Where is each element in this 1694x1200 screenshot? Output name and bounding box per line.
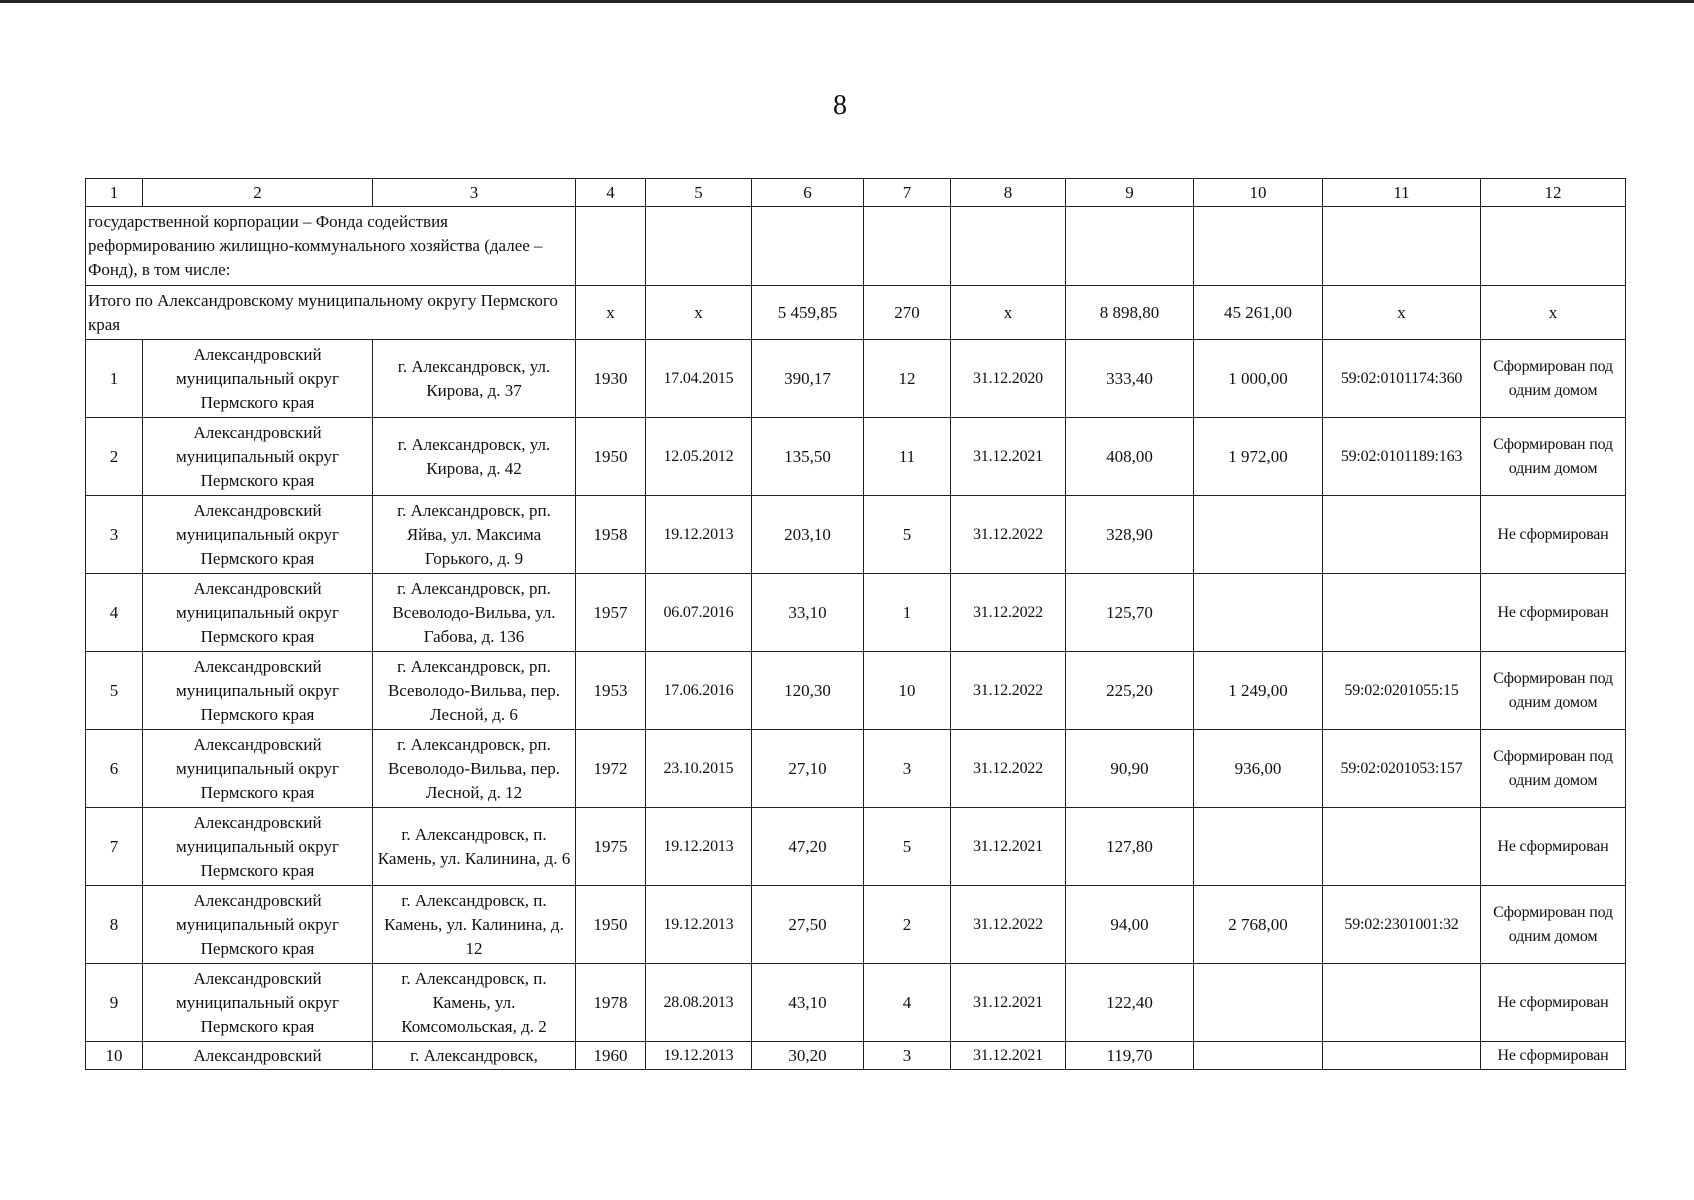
plot-status: Не сформирован	[1481, 496, 1626, 574]
cadastral-number	[1323, 574, 1481, 652]
column-number: 3	[373, 179, 576, 207]
resettlement-deadline: 31.12.2022	[951, 574, 1066, 652]
plot-area: 1 000,00	[1194, 340, 1323, 418]
build-year: 1953	[576, 652, 646, 730]
municipality-name: Александровский муниципальный округ Пермского края	[143, 418, 373, 496]
cadastral-number: 59:02:0201055:15	[1323, 652, 1481, 730]
resettlement-deadline: 31.12.2021	[951, 964, 1066, 1042]
row-number: 4	[86, 574, 143, 652]
recognition-date: 19.12.2013	[646, 808, 752, 886]
residents-count: 3	[864, 730, 951, 808]
cadastral-number: 59:02:0101174:360	[1323, 340, 1481, 418]
row-number: 2	[86, 418, 143, 496]
table-row	[86, 964, 1626, 1042]
resettlement-deadline: 31.12.2022	[951, 886, 1066, 964]
total-c10: 45 261,00	[1194, 286, 1323, 340]
build-year: 1930	[576, 340, 646, 418]
table-row	[86, 808, 1626, 886]
land-area: 125,70	[1066, 574, 1194, 652]
living-area: 33,10	[752, 574, 864, 652]
build-year: 1978	[576, 964, 646, 1042]
house-address: г. Александровск, рп. Всеволодо-Вильва, пер. Лесной, д. 12	[373, 730, 576, 808]
column-number: 9	[1066, 179, 1194, 207]
build-year: 1958	[576, 496, 646, 574]
table-row	[86, 340, 1626, 418]
row-number: 6	[86, 730, 143, 808]
living-area: 30,20	[752, 1042, 864, 1070]
column-number: 11	[1323, 179, 1481, 207]
land-area: 94,00	[1066, 886, 1194, 964]
empty-cell	[576, 207, 646, 286]
recognition-date: 19.12.2013	[646, 886, 752, 964]
living-area: 135,50	[752, 418, 864, 496]
table-row	[86, 886, 1626, 964]
column-number: 8	[951, 179, 1066, 207]
row-number: 10	[86, 1042, 143, 1070]
row-number: 8	[86, 886, 143, 964]
municipality-name: Александровский	[143, 1042, 373, 1070]
total-people: 270	[864, 286, 951, 340]
resettlement-deadline: 31.12.2022	[951, 730, 1066, 808]
plot-status: Сформирован под одним домом	[1481, 652, 1626, 730]
table-row	[86, 496, 1626, 574]
top-border-line	[0, 0, 1694, 3]
empty-cell	[1323, 207, 1481, 286]
page-number: 8	[833, 90, 847, 121]
plot-status: Сформирован под одним домом	[1481, 418, 1626, 496]
section-heading-text: государственной корпорации – Фонда содействия реформированию жилищно-коммунального хозяйства (далее – Фонд), в том числе:	[86, 207, 576, 286]
plot-area	[1194, 1042, 1323, 1070]
cadastral-number: 59:02:0201053:157	[1323, 730, 1481, 808]
total-cell: х	[951, 286, 1066, 340]
empty-cell	[1066, 207, 1194, 286]
total-c9: 8 898,80	[1066, 286, 1194, 340]
recognition-date: 12.05.2012	[646, 418, 752, 496]
recognition-date: 28.08.2013	[646, 964, 752, 1042]
residents-count: 2	[864, 886, 951, 964]
total-cell: х	[576, 286, 646, 340]
living-area: 47,20	[752, 808, 864, 886]
plot-area	[1194, 964, 1323, 1042]
resettlement-deadline: 31.12.2020	[951, 340, 1066, 418]
house-address: г. Александровск, рп. Всеволодо-Вильва, ул. Габова, д. 136	[373, 574, 576, 652]
land-area: 90,90	[1066, 730, 1194, 808]
plot-area: 2 768,00	[1194, 886, 1323, 964]
living-area: 390,17	[752, 340, 864, 418]
build-year: 1950	[576, 418, 646, 496]
table-row	[86, 1042, 1626, 1070]
table-row	[86, 652, 1626, 730]
build-year: 1960	[576, 1042, 646, 1070]
empty-cell	[646, 207, 752, 286]
municipality-name: Александровский муниципальный округ Пермского края	[143, 574, 373, 652]
build-year: 1972	[576, 730, 646, 808]
plot-status: Не сформирован	[1481, 1042, 1626, 1070]
municipality-name: Александровский муниципальный округ Пермского края	[143, 886, 373, 964]
total-cell: х	[1323, 286, 1481, 340]
row-number: 3	[86, 496, 143, 574]
section-heading-row	[86, 207, 1626, 286]
land-area: 119,70	[1066, 1042, 1194, 1070]
plot-area: 1 972,00	[1194, 418, 1323, 496]
residents-count: 4	[864, 964, 951, 1042]
municipality-name: Александровский муниципальный округ Пермского края	[143, 730, 373, 808]
land-area: 333,40	[1066, 340, 1194, 418]
cadastral-number	[1323, 1042, 1481, 1070]
housing-register-table	[85, 178, 1626, 1070]
column-number: 6	[752, 179, 864, 207]
residents-count: 10	[864, 652, 951, 730]
plot-status: Сформирован под одним домом	[1481, 730, 1626, 808]
plot-area	[1194, 808, 1323, 886]
land-area: 328,90	[1066, 496, 1194, 574]
table-row	[86, 418, 1626, 496]
house-address: г. Александровск, рп. Всеволодо-Вильва, пер. Лесной, д. 6	[373, 652, 576, 730]
row-number: 7	[86, 808, 143, 886]
build-year: 1950	[576, 886, 646, 964]
row-number: 5	[86, 652, 143, 730]
empty-cell	[1481, 207, 1626, 286]
living-area: 27,50	[752, 886, 864, 964]
column-number-row	[86, 179, 1626, 207]
plot-status: Сформирован под одним домом	[1481, 886, 1626, 964]
column-number: 1	[86, 179, 143, 207]
total-cell: х	[1481, 286, 1626, 340]
column-number: 4	[576, 179, 646, 207]
land-area: 127,80	[1066, 808, 1194, 886]
residents-count: 3	[864, 1042, 951, 1070]
column-number: 10	[1194, 179, 1323, 207]
cadastral-number	[1323, 496, 1481, 574]
build-year: 1975	[576, 808, 646, 886]
house-address: г. Александровск, ул. Кирова, д. 37	[373, 340, 576, 418]
house-address: г. Александровск,	[373, 1042, 576, 1070]
empty-cell	[1194, 207, 1323, 286]
living-area: 203,10	[752, 496, 864, 574]
cadastral-number: 59:02:0101189:163	[1323, 418, 1481, 496]
resettlement-deadline: 31.12.2022	[951, 496, 1066, 574]
municipality-name: Александровский муниципальный округ Пермского края	[143, 496, 373, 574]
resettlement-deadline: 31.12.2021	[951, 808, 1066, 886]
empty-cell	[951, 207, 1066, 286]
residents-count: 5	[864, 808, 951, 886]
table-row	[86, 574, 1626, 652]
column-number: 5	[646, 179, 752, 207]
column-number: 2	[143, 179, 373, 207]
recognition-date: 23.10.2015	[646, 730, 752, 808]
house-address: г. Александровск, ул. Кирова, д. 42	[373, 418, 576, 496]
plot-area	[1194, 574, 1323, 652]
house-address: г. Александровск, рп. Яйва, ул. Максима Горького, д. 9	[373, 496, 576, 574]
empty-cell	[752, 207, 864, 286]
resettlement-deadline: 31.12.2021	[951, 418, 1066, 496]
living-area: 43,10	[752, 964, 864, 1042]
municipality-name: Александровский муниципальный округ Пермского края	[143, 964, 373, 1042]
municipality-name: Александровский муниципальный округ Пермского края	[143, 652, 373, 730]
residents-count: 11	[864, 418, 951, 496]
house-address: г. Александровск, п. Камень, ул. Калинина, д. 6	[373, 808, 576, 886]
cadastral-number: 59:02:2301001:32	[1323, 886, 1481, 964]
plot-area	[1194, 496, 1323, 574]
plot-status: Сформирован под одним домом	[1481, 340, 1626, 418]
plot-area: 936,00	[1194, 730, 1323, 808]
house-address: г. Александровск, п. Камень, ул. Калинина, д. 12	[373, 886, 576, 964]
land-area: 408,00	[1066, 418, 1194, 496]
column-number: 7	[864, 179, 951, 207]
municipality-name: Александровский муниципальный округ Пермского края	[143, 340, 373, 418]
recognition-date: 19.12.2013	[646, 496, 752, 574]
plot-status: Не сформирован	[1481, 574, 1626, 652]
living-area: 27,10	[752, 730, 864, 808]
recognition-date: 19.12.2013	[646, 1042, 752, 1070]
resettlement-deadline: 31.12.2022	[951, 652, 1066, 730]
recognition-date: 17.06.2016	[646, 652, 752, 730]
recognition-date: 06.07.2016	[646, 574, 752, 652]
total-cell: х	[646, 286, 752, 340]
row-number: 1	[86, 340, 143, 418]
cadastral-number	[1323, 964, 1481, 1042]
residents-count: 5	[864, 496, 951, 574]
total-area: 5 459,85	[752, 286, 864, 340]
plot-status: Не сформирован	[1481, 964, 1626, 1042]
land-area: 122,40	[1066, 964, 1194, 1042]
recognition-date: 17.04.2015	[646, 340, 752, 418]
row-number: 9	[86, 964, 143, 1042]
living-area: 120,30	[752, 652, 864, 730]
house-address: г. Александровск, п. Камень, ул. Комсомольская, д. 2	[373, 964, 576, 1042]
table-row	[86, 730, 1626, 808]
residents-count: 12	[864, 340, 951, 418]
residents-count: 1	[864, 574, 951, 652]
cadastral-number	[1323, 808, 1481, 886]
build-year: 1957	[576, 574, 646, 652]
land-area: 225,20	[1066, 652, 1194, 730]
resettlement-deadline: 31.12.2021	[951, 1042, 1066, 1070]
plot-area: 1 249,00	[1194, 652, 1323, 730]
municipality-name: Александровский муниципальный округ Пермского края	[143, 808, 373, 886]
column-number: 12	[1481, 179, 1626, 207]
total-row	[86, 286, 1626, 340]
empty-cell	[864, 207, 951, 286]
total-label: Итого по Александровскому муниципальному округу Пермского края	[86, 286, 576, 340]
plot-status: Не сформирован	[1481, 808, 1626, 886]
